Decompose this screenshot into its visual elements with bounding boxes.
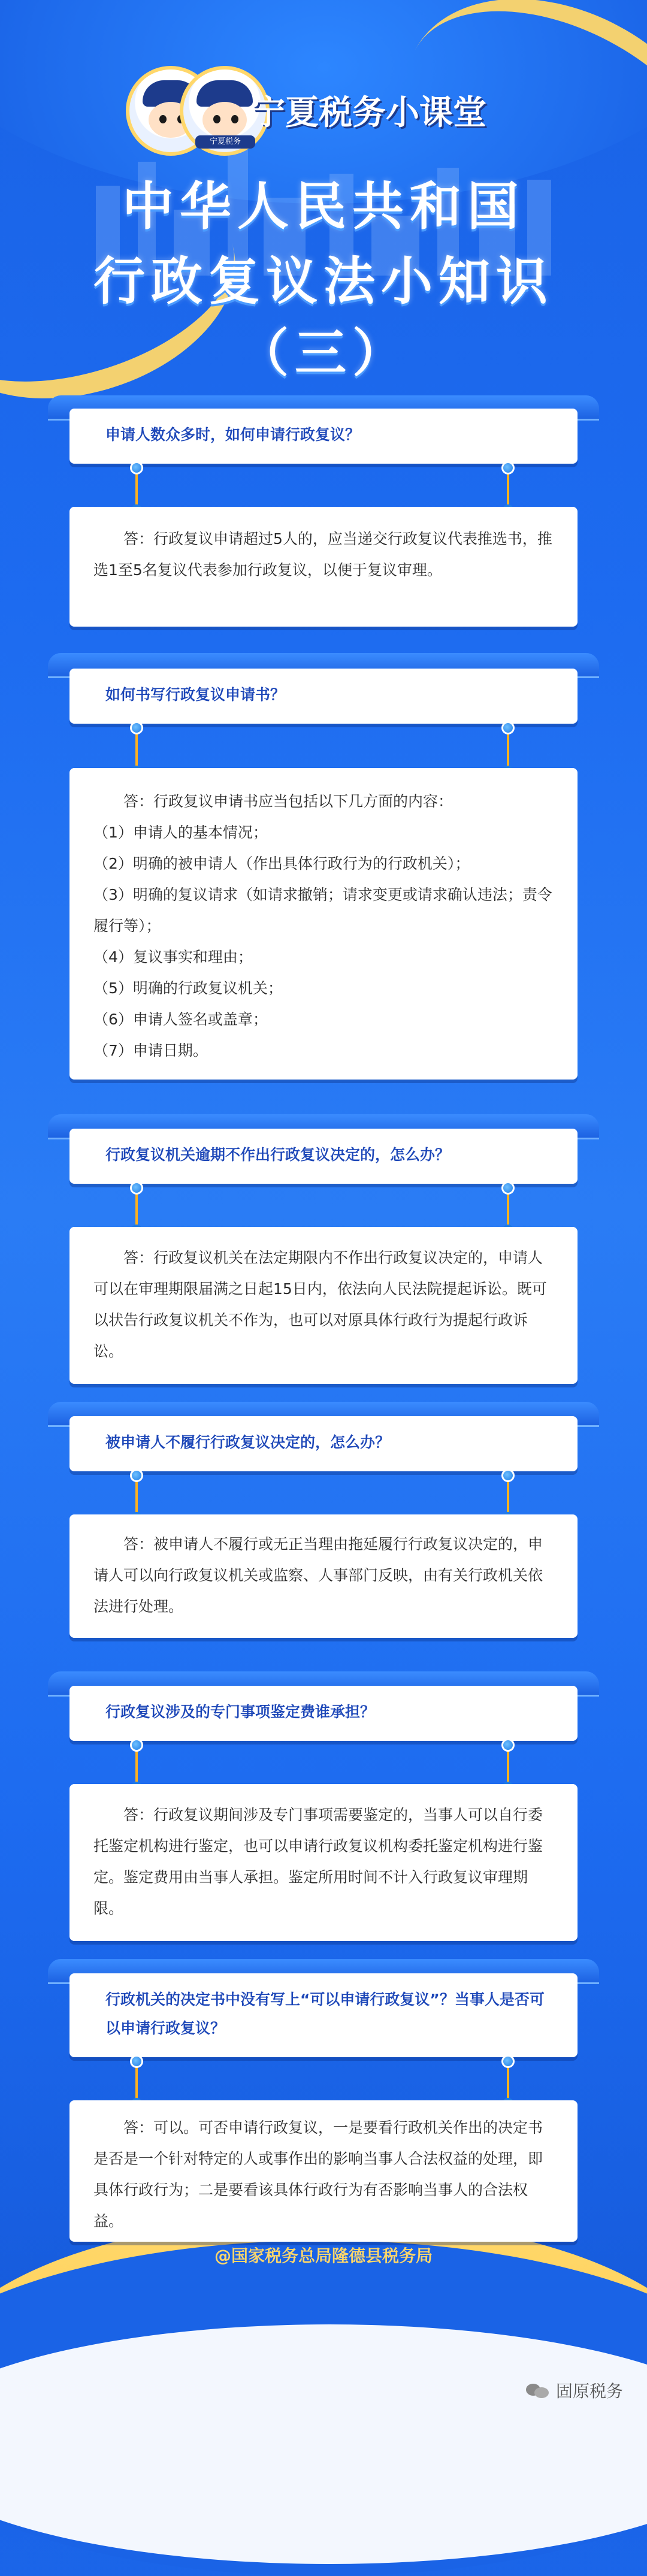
question-text: 行政复议机关逾期不作出行政复议决定的，怎么办？	[105, 1146, 451, 1163]
connector-right	[507, 2057, 509, 2105]
qa-section-2	[48, 653, 599, 1096]
question-card	[69, 1129, 578, 1184]
question-text: 如何书写行政复议申请书？	[105, 686, 286, 703]
answer-card	[69, 1227, 578, 1384]
qa-section-4	[48, 1402, 599, 1659]
question-card	[69, 669, 578, 724]
brand-logo	[126, 66, 521, 156]
connector-left	[135, 1184, 138, 1232]
page-title-line2: 行政复议法小知识	[93, 252, 554, 312]
answer-card	[69, 768, 578, 1080]
qa-section-5	[48, 1671, 599, 1953]
answer-text: 答：行政复议申请超过5人的，应当递交行政复议代表推选书，推选1至5名复议代表参加行政复议，以便于复议审理。	[93, 530, 552, 579]
connector-right	[507, 464, 509, 512]
answer-text: 答：行政复议期间涉及专门事项需要鉴定的，当事人可以自行委托鉴定机构进行鉴定，也可以申请行政复议机构委托鉴定机构进行鉴定。鉴定费用由当事人承担。鉴定所用时间不计入行政复议审理期限。	[93, 1806, 543, 1917]
connector-left	[135, 1741, 138, 1789]
connector-left	[135, 1471, 138, 1519]
qa-section-6	[48, 1959, 599, 2241]
qa-section-1	[48, 395, 599, 635]
wechat-watermark	[526, 2378, 623, 2402]
answer-card	[69, 507, 578, 627]
question-text: 被申请人不履行行政复议决定的，怎么办？	[105, 1434, 391, 1451]
question-card	[69, 1416, 578, 1471]
question-card	[69, 1973, 578, 2057]
qa-section-3	[48, 1114, 599, 1396]
answer-card	[69, 1514, 578, 1638]
wechat-icon	[526, 2381, 550, 2399]
answer-card	[69, 2100, 578, 2242]
connector-left	[135, 2057, 138, 2105]
watermark-text: 固原税务	[555, 2381, 623, 2401]
question-text: 行政复议涉及的专门事项鉴定费谁承担？	[105, 1703, 376, 1721]
connector-right	[507, 1184, 509, 1232]
page-title-line3: （三）	[237, 323, 410, 383]
brand-title: 宁夏税务小课堂	[252, 93, 486, 132]
bottom-white-wave	[0, 2324, 647, 2564]
connector-left	[135, 724, 138, 773]
connector-left	[135, 464, 138, 512]
mascot-tag: 宁夏税务	[195, 135, 255, 149]
question-text: 行政机关的决定书中没有写上“可以申请行政复议”？当事人是否可以申请行政复议？	[105, 1991, 545, 2037]
answer-text: 答：可以。可否申请行政复议，一是要看行政机关作出的决定书是否是一个针对特定的人或事作出的影响当事人合法权益的处理，即具体行政行为；二是要看该具体行政行为有否影响当事人的合法权益。	[93, 2119, 543, 2230]
question-card	[69, 409, 578, 464]
question-text: 申请人数众多时，如何申请行政复议？	[105, 426, 361, 443]
answer-text: 答：行政复议申请书应当包括以下几方面的内容： （1）申请人的基本情况； （2）明确的被申请人（作出具体行政行为的行政机关）； （3）明确的复议请求（如请求撤销；请求变更或请求确认违法；责令履行等）； （4）复议事实和理由； （5）明确的行政复议机关； （6）申请人签名或盖章； （7）申请日期。	[93, 793, 552, 1059]
answer-text: 答：行政复议机关在法定期限内不作出行政复议决定的，申请人可以在审理期限届满之日起15日内，依法向人民法院提起诉讼。既可以状告行政复议机关不作为，也可以对原具体行政行为提起行政诉讼。	[93, 1249, 547, 1360]
footer-organization: @国家税务总局隆德县税务局	[214, 2246, 433, 2266]
page-title-line1: 中华人民共和国	[122, 177, 525, 237]
connector-right	[507, 1741, 509, 1789]
question-card	[69, 1686, 578, 1741]
connector-right	[507, 724, 509, 773]
connector-right	[507, 1471, 509, 1519]
answer-card	[69, 1784, 578, 1941]
answer-text: 答：被申请人不履行或无正当理由拖延履行行政复议决定的，申请人可以向行政复议机关或监察、人事部门反映，由有关行政机关依法进行处理。	[93, 1535, 543, 1615]
